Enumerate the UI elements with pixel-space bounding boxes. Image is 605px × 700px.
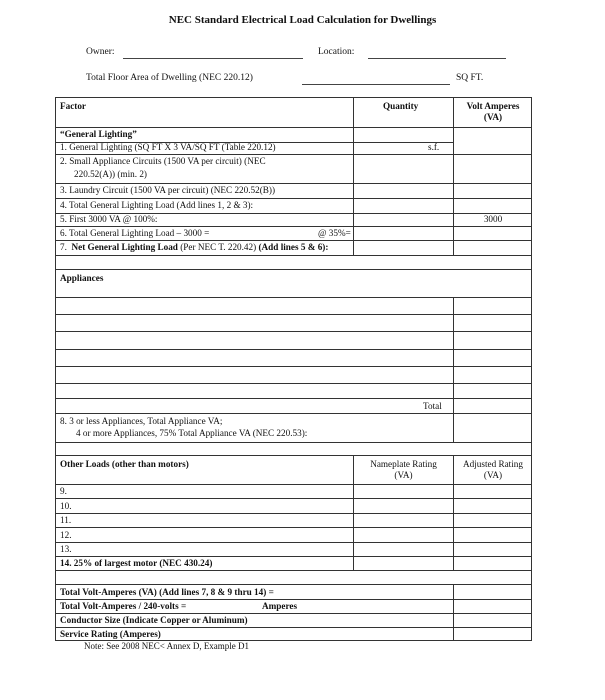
line-1-unit: s.f.	[428, 142, 440, 152]
volt-amperes-header-line1: Volt Amperes	[466, 101, 520, 111]
adjusted-rating-unit: (VA)	[483, 470, 503, 480]
page-title: NEC Standard Electrical Load Calculation for Dwellings	[168, 14, 437, 26]
service-rating-label: Service Rating (Amperes)	[60, 629, 161, 639]
line-5-value: 3000	[483, 214, 503, 224]
line-12-label: 12.	[60, 530, 72, 540]
nameplate-rating-unit: (VA)	[394, 470, 413, 480]
line-8-label: 8. 3 or less Appliances, Total Appliance VA;	[60, 416, 223, 426]
sqft-label: SQ FT.	[456, 73, 484, 83]
line-4-label: 4. Total General Lighting Load (Add lines 1, 2 & 3):	[60, 200, 254, 210]
general-lighting-heading: “General Lighting”	[60, 129, 137, 139]
line-1-label: 1. General Lighting (SQ FT X 3 VA/SQ FT (Table 220.12)	[60, 142, 276, 152]
line-14-label: 14. 25% of largest motor (NEC 430.24)	[60, 558, 213, 568]
line-7-label	[60, 242, 328, 253]
line-2-label: 2. Small Appliance Circuits (1500 VA per circuit) (NEC	[60, 156, 266, 166]
nameplate-rating-header: Nameplate Rating	[370, 459, 437, 469]
line-7-bold: Net General Lighting Load	[71, 242, 178, 252]
line-6-percent: @ 35%=	[318, 228, 351, 238]
line-2-label-cont: 220.52(A)) (min. 2)	[74, 169, 147, 179]
floor-area-field[interactable]	[302, 84, 450, 85]
line-6-label: 6. Total General Lighting Load – 3000 =	[60, 228, 210, 238]
other-loads-heading: Other Loads (other than motors)	[60, 459, 189, 469]
line-7-prefix: 7.	[60, 242, 67, 252]
footnote: Note: See 2008 NEC< Annex D, Example D1	[84, 641, 250, 651]
line-7-bold-2: (Add lines 5 & 6):	[258, 242, 329, 252]
line-13-label: 13.	[60, 544, 72, 554]
adjusted-rating-header: Adjusted Rating	[463, 459, 523, 469]
owner-field[interactable]	[123, 58, 303, 59]
line-10-label: 10.	[60, 501, 72, 511]
conductor-size-label: Conductor Size (Indicate Copper or Aluminum)	[60, 615, 248, 625]
factor-column-header: Factor	[60, 101, 87, 111]
appliances-total-label: Total	[423, 401, 442, 411]
amperes-label: Amperes	[262, 601, 298, 611]
volt-amperes-header-line2: (VA)	[483, 112, 503, 122]
total-240v-label: Total Volt-Amperes / 240-volts =	[60, 601, 187, 611]
location-label: Location:	[318, 47, 355, 57]
line-11-label: 11.	[60, 515, 72, 525]
quantity-column-header: Quantity	[383, 101, 419, 111]
floor-area-label: Total Floor Area of Dwelling (NEC 220.12)	[86, 73, 253, 83]
total-va-label: Total Volt-Amperes (VA) (Add lines 7, 8 & 9 thru 14) =	[60, 587, 274, 597]
line-3-label: 3. Laundry Circuit (1500 VA per circuit) (NEC 220.52(B))	[60, 185, 276, 195]
owner-label: Owner:	[86, 47, 115, 57]
line-5-label: 5. First 3000 VA @ 100%:	[60, 214, 158, 224]
location-field[interactable]	[368, 58, 506, 59]
appliances-heading: Appliances	[60, 273, 104, 283]
line-8-label-cont: 4 or more Appliances, 75% Total Appliance VA (NEC 220.53):	[76, 428, 308, 438]
line-9-label: 9.	[60, 486, 67, 496]
line-7-ref: (Per NEC T. 220.42)	[180, 242, 257, 252]
